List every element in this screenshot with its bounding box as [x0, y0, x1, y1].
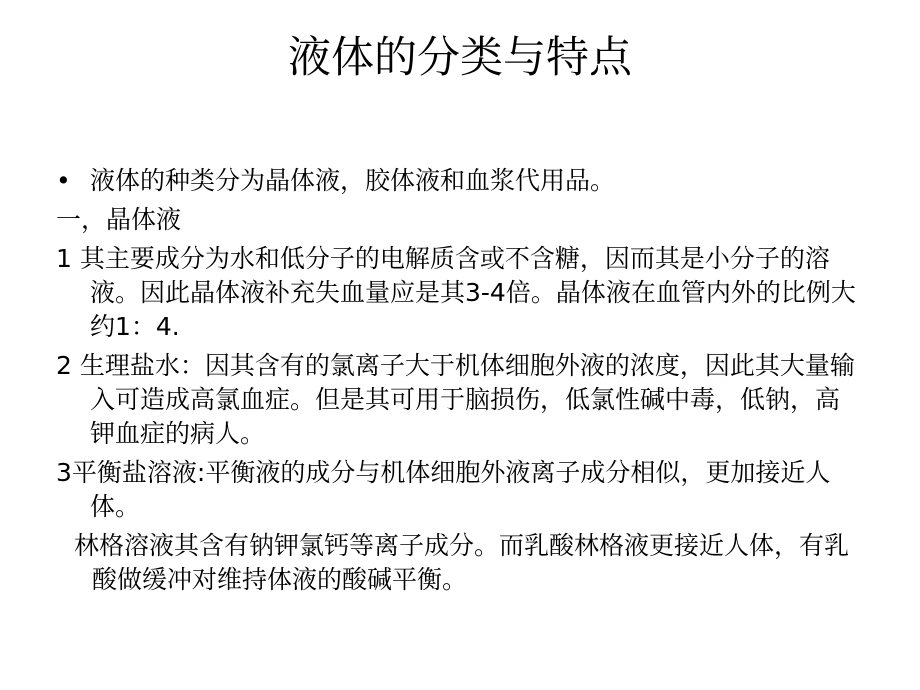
bullet-dot: • [56, 166, 71, 195]
paragraph-crystalloid-composition: 1 其主要成分为水和低分子的电解质含或不含糖，因而其是小分子的溶液。因此晶体液补充失血量应是其3-4倍。晶体液在血管内外的比例大约1：4. [56, 244, 856, 341]
paragraph-text: 液体的种类分为晶体液，胶体液和血浆代用品。 [90, 166, 616, 195]
paragraph-normal-saline: 2 生理盐水：因其含有的氯离子大于机体细胞外液的浓度，因此其大量输入可造成高氯血症。但是其可用于脑损伤，低氯性碱中毒，低钠，高钾血症的病人。 [56, 351, 855, 448]
slide-body [56, 164, 856, 602]
paragraph-balanced-salt-solution: 3平衡盐溶液:平衡液的成分与机体细胞外液离子成分相似，更加接近人体。 [56, 458, 831, 521]
paragraph-fluid-types [56, 164, 856, 198]
slide-title: 液体的分类与特点 [288, 33, 632, 83]
paragraph-crystalloid-heading: 一，晶体液 [56, 205, 182, 234]
paragraph-ringer-solution: 林格溶液其含有钠钾氯钙等离子成分。而乳酸林格液更接近人体，有乳酸做缓冲对维持体液的酸碱平衡。 [74, 531, 850, 594]
